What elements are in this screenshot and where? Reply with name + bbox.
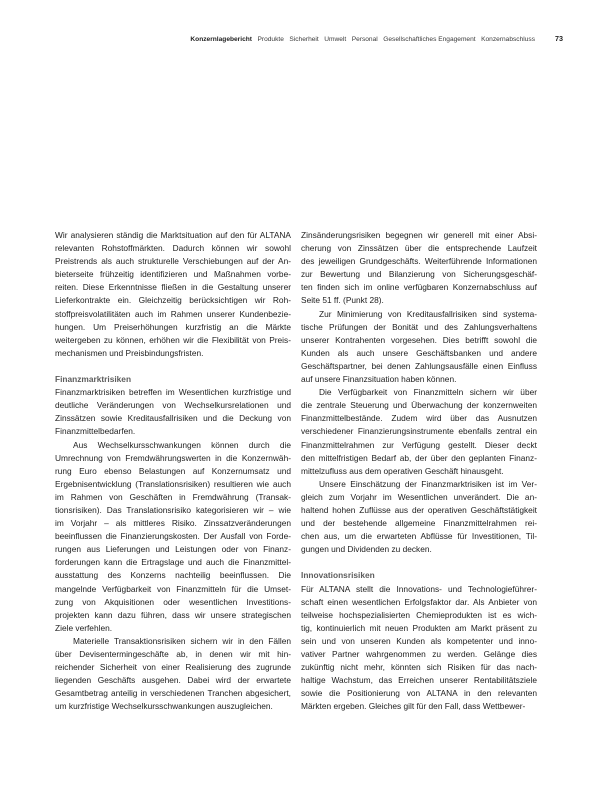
text-line: mittelzufluss aus dem operativen Geschäft hinausgeht. xyxy=(301,465,504,476)
header-nav-konzernlagebericht[interactable]: Konzernlagebericht xyxy=(190,36,252,43)
text-line: haltige Wachstum, das Erreichen unserer Rentabilitätsziele xyxy=(301,675,537,686)
page-header xyxy=(185,34,563,43)
section-heading: Innovationsrisiken xyxy=(301,570,375,581)
text-line: zung von Akquisitionen oder wesentlichen Investitions- xyxy=(55,596,291,607)
text-line: zukünftig nicht mehr, könnten sich Risiken für das nach- xyxy=(301,662,537,673)
text-line: ten finden sich im online verfügbaren Konzernabschluss auf xyxy=(301,282,537,293)
header-nav-produkte[interactable]: Produkte xyxy=(257,36,284,43)
text-line: um kurzfristige Wechselkursschwankungen auszugleichen. xyxy=(55,701,273,712)
header-nav-umwelt[interactable]: Umwelt xyxy=(324,36,347,43)
text-line: teilweise hochspezialisierten Chemieprodukten ist es wich- xyxy=(301,609,537,620)
text-line: rungen aus Lieferungen und Leistungen oder von Finanz- xyxy=(55,544,291,555)
text-line: Finanzmittelrahmen zur Verfügung gestellt. Dieser deckt xyxy=(301,439,537,450)
text-line: Zinssätzen sowie Kreditausfallrisiken und die Deckung von xyxy=(55,413,291,424)
text-line: Aus Wechselkursschwankungen können durch die xyxy=(73,439,291,450)
text-line: bieterseite frühzeitig identifizieren und Maßnahmen vorbe- xyxy=(55,269,291,280)
text-line: Finanzmarktrisiken betreffen im Wesentlichen kurzfristige und xyxy=(55,387,291,398)
page-number: 73 xyxy=(555,34,563,43)
text-line: Seite 51 ff. (Punkt 28). xyxy=(301,295,384,306)
text-line: mangelnde Verfügbarkeit von Finanzmitteln für die Umset- xyxy=(55,583,291,594)
text-line: rung Euro ebenso Belastungen auf Konzernumsatz und xyxy=(55,465,291,476)
text-line: des jeweiligen Grundgeschäfts. Weiterführende Informationen xyxy=(301,256,537,267)
text-line: Kunden als auch unsere Geschäftsbanken und andere xyxy=(301,347,537,358)
text-line: Finanzmittelbedarfen. xyxy=(55,426,136,437)
text-line: vativer Partner wahrgenommen zu werden. Gelänge dies xyxy=(301,649,537,659)
text-line: Preistrends als auch strukturelle Verschiebungen auf der An- xyxy=(55,256,291,267)
paragraph-gap xyxy=(55,360,291,373)
text-line: Ziele verfehlen. xyxy=(55,622,113,633)
text-line: schaft einen wesentlichen Erfolgsfaktor dar. Als Anbieter von xyxy=(301,596,537,607)
text-line: unserer Kontrahenten vorgesehen. Dies betrifft sowohl die xyxy=(301,334,537,345)
text-line: Finanzmittelbestände. Zudem wird über das Ausnutzen xyxy=(301,413,537,424)
text-line: sein und von unseren Kunden als kompetenter und inno- xyxy=(301,635,537,646)
header-nav-personal[interactable]: Personal xyxy=(351,36,378,43)
header-nav-gesellschaftliches-engagement[interactable]: Gesellschaftliches Engagement xyxy=(383,36,476,43)
text-line: auf unsere Finanzsituation haben können. xyxy=(301,374,457,385)
text-line: liegenden Geschäfts ausgehen. Dabei wird der erwartete xyxy=(55,675,291,686)
text-line: cherung von Zinssätzen über die entsprechende Laufzeit xyxy=(301,243,537,254)
header-nav-sicherheit[interactable]: Sicherheit xyxy=(289,36,319,43)
text-line: haltend hohen Zuflüsse aus der operativen Geschäftstätigkeit xyxy=(301,504,537,515)
header-nav-konzernabschluss[interactable]: Konzernabschluss xyxy=(481,36,535,43)
text-line: reiten. Diese Erkenntnisse fließen in die Gestaltung unserer xyxy=(55,282,291,293)
text-line: den mittelfristigen Bedarf ab, der über den geplanten Finanz- xyxy=(301,452,537,463)
text-line: gungen und Dividenden zu decken. xyxy=(301,544,432,555)
text-line: forderungen kann die Ertragslage und auch die Finanzmittel- xyxy=(55,557,291,568)
text-line: Wir analysieren ständig die Marktsituation auf den für ALTANA xyxy=(55,230,291,240)
text-line: tionsrisiken). Das Translationsrisiko kategorisieren wir – wie xyxy=(55,504,291,515)
text-line: Umrechnung von Fremdwährungswerten in die Konzernwäh- xyxy=(55,452,291,463)
text-line: ausstattung des Konzerns nachteilig beeinflussen. Die xyxy=(55,570,291,581)
right-text-column xyxy=(301,229,537,713)
text-line: zur Bewertung und Bilanzierung von Sicherungsgeschäf- xyxy=(301,269,537,280)
text-line: tig, kontinuierlich mit neuen Produkten am Markt präsent zu xyxy=(301,622,537,633)
text-line: Ergebnisentwicklung (Translationsrisiken) resultieren wie auch xyxy=(55,478,291,489)
text-line: Lieferkontrakte ein. Gleichzeitig berücksichtigen wir Roh- xyxy=(55,295,291,306)
text-line: Unsere Einschätzung der Finanzmarktrisiken ist im Ver- xyxy=(319,478,537,489)
text-line: stoffpreisvolatilitäten auch im Rahmen unserer Kundenbezie- xyxy=(55,308,291,319)
text-line: reichender Sicherheit von einer Realisierung des zugrunde xyxy=(55,662,291,673)
text-line: tische Prüfungen der Bonität und des Zahlungsverhaltens xyxy=(301,321,537,332)
text-line: Gesamtbetrag anteilig in verschiedenen Tranchen abgesichert, xyxy=(55,688,291,699)
text-line: Die Verfügbarkeit von Finanzmitteln sichern wir über xyxy=(319,387,537,398)
text-line: und der bestehende allgemeine Finanzmittelrahmen rei- xyxy=(301,518,537,529)
text-line: weitergeben zu können, erhöhen wir die Flexibilität von Preis- xyxy=(55,334,291,345)
text-line: gleich zum Vorjahr im Wesentlichen unverändert. Die an- xyxy=(301,491,537,502)
text-line: chen aus, um die erwarteten Abflüsse für Investitionen, Til- xyxy=(301,531,537,542)
left-text-column xyxy=(55,229,291,713)
text-line: über Devisentermingeschäfte ab, in denen wir mit hin- xyxy=(55,649,291,659)
text-line: Materielle Transaktionsrisiken sichern wir in den Fällen xyxy=(73,635,291,646)
text-line: mechanismen und Preisbindungsfristen. xyxy=(55,347,204,358)
text-line: die zentrale Steuerung und Überwachung der konzernweiten xyxy=(301,400,537,411)
text-line: im Vorjahr – als mittleres Risiko. Zinssatzveränderungen xyxy=(55,518,291,529)
text-line: Zur Minimierung von Kreditausfallrisiken sind systema- xyxy=(319,308,537,319)
text-line: Märkten ergeben. Gleiches gilt für den Fall, dass Wettbewer- xyxy=(301,701,526,712)
section-heading: Finanzmarktrisiken xyxy=(55,374,132,385)
text-line: Zinsänderungsrisiken begegnen wir generell mit einer Absi- xyxy=(301,230,537,240)
paragraph-gap xyxy=(301,556,537,569)
text-line: sowie die Positionierung von ALTANA in den relevanten xyxy=(301,688,537,699)
text-line: beeinflussen die Finanzierungskosten. Der Ausfall von Forde- xyxy=(55,531,291,542)
text-line: im Rahmen von Geschäften in Fremdwährung (Transak- xyxy=(55,491,291,502)
text-line: Für ALTANA stellt die Innovations- und Technologieführer- xyxy=(301,583,537,594)
text-line: verschiedener Finanzierungsinstrumente ebenfalls zentral ein xyxy=(301,426,537,437)
text-line: relevanten Rohstoffmärkten. Dadurch können wir sowohl xyxy=(55,243,291,254)
text-line: deutliche Veränderungen von Wechselkursrelationen und xyxy=(55,400,291,411)
text-line: hungen. Um Preiserhöhungen kurzfristig an die Märkte xyxy=(55,321,291,332)
text-line: Geschäftspartner, bei denen Zahlungsausfälle einen Einfluss xyxy=(301,360,537,371)
text-line: projekten kann dazu führen, dass wir unsere strategischen xyxy=(55,609,291,620)
